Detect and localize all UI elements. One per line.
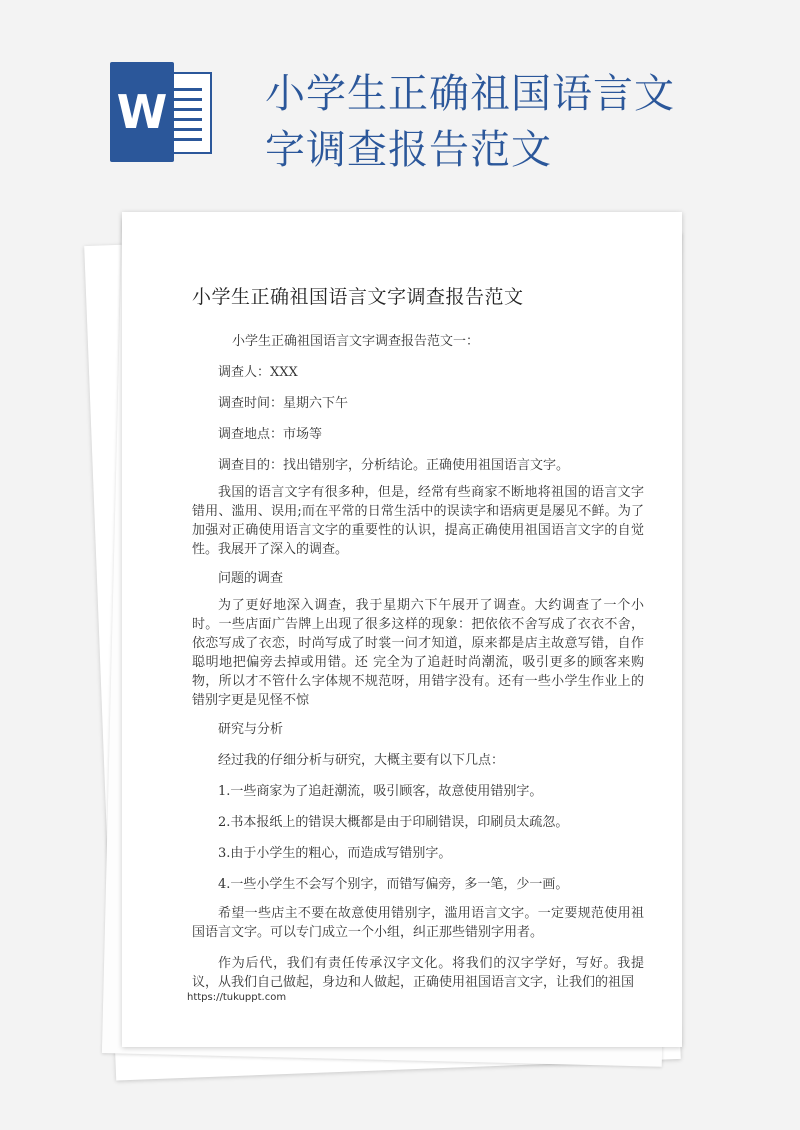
- footer-url: https://tukuppt.com: [187, 992, 287, 1003]
- doc-point-4: 4.一些小学生不会写个别字，而错写偏旁，多一笔，少一画。: [218, 877, 569, 892]
- doc-line-purpose: 调查目的：找出错别字，分析结论。正确使用祖国语言文字。: [218, 458, 570, 473]
- doc-paragraph-suggestion: 希望一些店主不要在故意使用错别字，滥用语言文字。一定要规范使用祖国语言文字。可以专门成立一个小组，纠正那些错别字用者。: [192, 906, 644, 940]
- doc-point-1: 1.一些商家为了追赶潮流，吸引顾客，故意使用错别字。: [218, 784, 543, 799]
- doc-line-time: 调查时间：星期六下午: [218, 396, 349, 411]
- doc-point-3: 3.由于小学生的粗心，而造成写错别字。: [218, 846, 452, 861]
- doc-line-intro: 小学生正确祖国语言文字调查报告范文一：: [232, 334, 480, 349]
- doc-section-heading-analysis: 研究与分析: [218, 722, 284, 737]
- doc-section-heading-survey: 问题的调查: [218, 571, 284, 586]
- page-title: 小学生正确祖国语言文字调查报告范文: [265, 71, 675, 173]
- doc-paragraph-closing: 作为后代，我们有责任传承汉字文化。将我们的汉字学好，写好。我提议，从我们自己做起，身边和人做起，正确使用祖国语言文字，让我们的祖国: [192, 956, 644, 990]
- document-title: 小学生正确祖国语言文字调查报告范文: [192, 286, 524, 308]
- word-w-badge: W: [110, 62, 174, 162]
- document-body: [192, 332, 644, 992]
- doc-paragraph-intro: 我国的语言文字有很多种，但是，经常有些商家不断地将祖国的语言文字错用、滥用、误用;而在平常的日常生活中的误读字和语病更是屡见不鲜。为了加强对正确使用语言文字的重要性的认识，提高正确使用祖国语言文字的自觉性。我展开了深入的调查。: [192, 485, 644, 557]
- doc-point-2: 2.书本报纸上的错误大概都是由于印刷错误，印刷员太疏忽。: [218, 815, 569, 830]
- doc-line-investigator: 调查人：XXX: [218, 365, 298, 380]
- document-page: [122, 212, 682, 1047]
- doc-line-location: 调查地点：市场等: [218, 427, 323, 442]
- doc-paragraph-survey: 为了更好地深入调查，我于星期六下午展开了调查。大约调查了一个小时。一些店面广告牌上出现了很多这样的现象：把依依不舍写成了衣衣不舍，依恋写成了衣恋，时尚写成了时裳一问才知道，原来都是店主故意写错，自作聪明地把偏旁去掉或用错。还 完全为了追赶时尚潮流，吸引更多的顾客来购物，所以才不管什么字体规不规范呀，用错字没有。还有一些小学生作业上的错别字更是见怪不惊: [192, 598, 644, 708]
- doc-line-analysis-intro: 经过我的仔细分析与研究，大概主要有以下几点：: [218, 753, 505, 768]
- word-doc-icon: [110, 62, 214, 162]
